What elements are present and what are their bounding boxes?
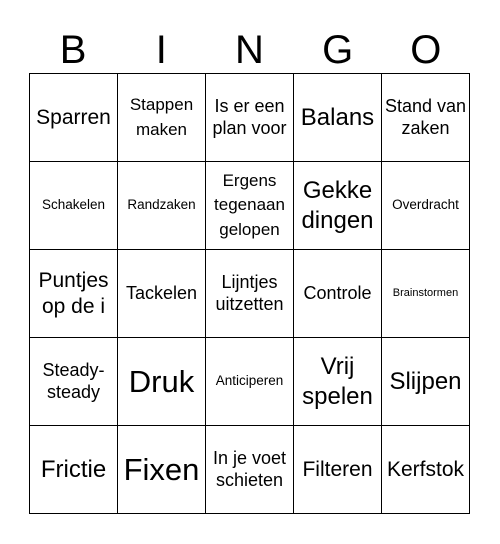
bingo-cell[interactable] xyxy=(206,426,294,514)
bingo-cell[interactable] xyxy=(294,250,382,338)
bingo-cell[interactable] xyxy=(294,426,382,514)
bingo-cell-label: Schakelen xyxy=(41,197,106,213)
bingo-cell[interactable] xyxy=(118,250,206,338)
bingo-cell-label: Sparren xyxy=(36,105,111,129)
header-letter-g: G xyxy=(322,28,354,72)
bingo-cell[interactable] xyxy=(118,162,206,250)
bingo-cell[interactable] xyxy=(294,338,382,426)
bingo-cell[interactable] xyxy=(206,162,294,250)
bingo-cell-label: Slijpen xyxy=(389,367,462,395)
header-letter-n: N xyxy=(235,28,264,72)
bingo-cell[interactable] xyxy=(206,74,294,162)
bingo-cell-label: Druk xyxy=(128,363,195,399)
bingo-grid xyxy=(29,73,470,514)
bingo-cell-label: Is er een plan voor xyxy=(212,95,287,138)
bingo-cell-label: Fixen xyxy=(123,451,200,487)
bingo-cell-label: Gekke dingen xyxy=(301,176,374,234)
bingo-cell-label: Brainstormen xyxy=(392,286,459,299)
bingo-cell-label: Puntjes op de i xyxy=(38,269,109,318)
bingo-cell-label: Overdracht xyxy=(392,197,459,213)
bingo-cell[interactable] xyxy=(294,162,382,250)
bingo-cell-label: Steady-steady xyxy=(42,359,105,402)
bingo-cell[interactable] xyxy=(382,250,470,338)
bingo-cell-label: Anticiperen xyxy=(215,373,284,389)
header-letter-b: B xyxy=(59,28,87,72)
bingo-cell-label: Controle xyxy=(303,282,372,303)
bingo-cell-label: Randzaken xyxy=(127,197,196,213)
bingo-cell-label: Filteren xyxy=(302,457,373,481)
bingo-cell[interactable] xyxy=(382,74,470,162)
bingo-cell[interactable] xyxy=(206,338,294,426)
header-letter-o: O xyxy=(410,28,442,72)
bingo-cell[interactable] xyxy=(206,250,294,338)
bingo-cell[interactable] xyxy=(30,162,118,250)
bingo-cell[interactable] xyxy=(382,426,470,514)
bingo-cell[interactable] xyxy=(30,426,118,514)
bingo-cell[interactable] xyxy=(382,338,470,426)
bingo-cell-label: Lijntjes uitzetten xyxy=(215,271,284,314)
bingo-cell[interactable] xyxy=(30,74,118,162)
bingo-cell-label: Stand van zaken xyxy=(384,95,467,138)
bingo-cell-label: In je voet schieten xyxy=(212,447,287,490)
bingo-cell-label: Kerfstok xyxy=(386,457,465,481)
bingo-cell[interactable] xyxy=(118,426,206,514)
bingo-cell[interactable] xyxy=(118,338,206,426)
bingo-cell[interactable] xyxy=(30,250,118,338)
bingo-cell[interactable] xyxy=(118,74,206,162)
bingo-header xyxy=(29,26,470,74)
header-letter-i: I xyxy=(155,28,167,72)
bingo-cell-label: Tackelen xyxy=(125,282,198,303)
bingo-cell[interactable] xyxy=(382,162,470,250)
bingo-cell[interactable] xyxy=(294,74,382,162)
bingo-cell[interactable] xyxy=(30,338,118,426)
bingo-cell-label: Ergens tegenaan gelopen xyxy=(214,170,285,239)
bingo-cell-label: Vrij spelen xyxy=(302,352,373,410)
bingo-cell-label: Frictie xyxy=(40,455,107,483)
bingo-cell-label: Stappen maken xyxy=(129,94,194,139)
bingo-cell-label: Balans xyxy=(300,103,375,131)
